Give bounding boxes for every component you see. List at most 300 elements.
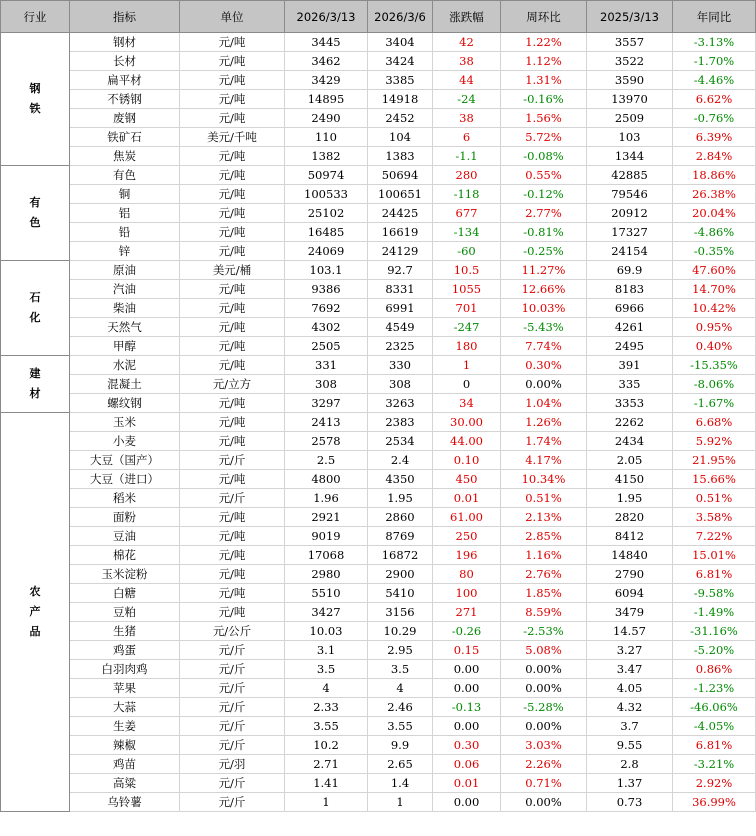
unit-cell: 元/吨: [180, 109, 285, 128]
unit-cell: 元/吨: [180, 242, 285, 261]
wow-cell: 11.27%: [501, 261, 587, 280]
unit-cell: 元/吨: [180, 394, 285, 413]
table-row: [1, 603, 756, 622]
unit-cell: 元/吨: [180, 52, 285, 71]
wow-cell: 0.71%: [501, 774, 587, 793]
wow-cell: -5.28%: [501, 698, 587, 717]
wow-cell: 10.03%: [501, 299, 587, 318]
yoy-cell: -9.58%: [673, 584, 756, 603]
current-value-cell: 3.55: [285, 717, 368, 736]
unit-cell: 元/斤: [180, 451, 285, 470]
yoy-cell: 2.92%: [673, 774, 756, 793]
yoy-cell: 6.68%: [673, 413, 756, 432]
change-cell: 80: [433, 565, 501, 584]
unit-cell: 元/吨: [180, 71, 285, 90]
col-header-indicator: 指标: [70, 1, 180, 33]
industry-category-cell: [1, 261, 70, 356]
table-row: [1, 679, 756, 698]
prev-value-cell: 8331: [368, 280, 433, 299]
yoy-cell: 20.04%: [673, 204, 756, 223]
current-value-cell: 308: [285, 375, 368, 394]
indicator-cell: 焦炭: [70, 147, 180, 166]
yoy-cell: -0.35%: [673, 242, 756, 261]
current-value-cell: 3.5: [285, 660, 368, 679]
indicator-cell: 豆粕: [70, 603, 180, 622]
indicator-cell: 辣椒: [70, 736, 180, 755]
wow-cell: 0.00%: [501, 717, 587, 736]
wow-cell: 0.51%: [501, 489, 587, 508]
current-value-cell: 9019: [285, 527, 368, 546]
yoy-cell: 0.86%: [673, 660, 756, 679]
yoy-cell: -4.05%: [673, 717, 756, 736]
last-year-value-cell: 13970: [587, 90, 673, 109]
change-cell: -247: [433, 318, 501, 337]
current-value-cell: 10.2: [285, 736, 368, 755]
last-year-value-cell: 14.57: [587, 622, 673, 641]
category-char: 钢: [29, 82, 41, 95]
indicator-cell: 柴油: [70, 299, 180, 318]
prev-value-cell: 1.4: [368, 774, 433, 793]
current-value-cell: 3297: [285, 394, 368, 413]
last-year-value-cell: 4.05: [587, 679, 673, 698]
current-value-cell: 2.33: [285, 698, 368, 717]
wow-cell: 1.22%: [501, 33, 587, 52]
unit-cell: 元/吨: [180, 223, 285, 242]
indicator-cell: 扁平材: [70, 71, 180, 90]
table-row: [1, 641, 756, 660]
change-cell: 0.15: [433, 641, 501, 660]
change-cell: 0.01: [433, 489, 501, 508]
indicator-cell: 水泥: [70, 356, 180, 375]
table-row: [1, 736, 756, 755]
current-value-cell: 110: [285, 128, 368, 147]
unit-cell: 元/吨: [180, 356, 285, 375]
prev-value-cell: 14918: [368, 90, 433, 109]
current-value-cell: 3427: [285, 603, 368, 622]
table-row: [1, 280, 756, 299]
yoy-cell: -4.46%: [673, 71, 756, 90]
indicator-cell: 不锈钢: [70, 90, 180, 109]
unit-cell: 元/吨: [180, 204, 285, 223]
indicator-cell: 铜: [70, 185, 180, 204]
current-value-cell: 2578: [285, 432, 368, 451]
unit-cell: 元/斤: [180, 717, 285, 736]
yoy-cell: -1.23%: [673, 679, 756, 698]
prev-value-cell: 2.95: [368, 641, 433, 660]
col-header-yoy: 年同比: [673, 1, 756, 33]
table-row: [1, 793, 756, 812]
prev-value-cell: 3404: [368, 33, 433, 52]
indicator-cell: 锌: [70, 242, 180, 261]
table-row: [1, 166, 756, 185]
last-year-value-cell: 3479: [587, 603, 673, 622]
category-char: 材: [29, 387, 41, 400]
prev-value-cell: 4549: [368, 318, 433, 337]
last-year-value-cell: 24154: [587, 242, 673, 261]
prev-value-cell: 50694: [368, 166, 433, 185]
last-year-value-cell: 4150: [587, 470, 673, 489]
unit-cell: 元/吨: [180, 166, 285, 185]
current-value-cell: 331: [285, 356, 368, 375]
unit-cell: 元/吨: [180, 33, 285, 52]
change-cell: -0.26: [433, 622, 501, 641]
yoy-cell: 18.86%: [673, 166, 756, 185]
indicator-cell: 玉米淀粉: [70, 565, 180, 584]
indicator-cell: 汽油: [70, 280, 180, 299]
unit-cell: 元/吨: [180, 185, 285, 204]
yoy-cell: -4.86%: [673, 223, 756, 242]
wow-cell: 1.26%: [501, 413, 587, 432]
last-year-value-cell: 14840: [587, 546, 673, 565]
table-row: [1, 394, 756, 413]
unit-cell: 元/立方: [180, 375, 285, 394]
wow-cell: 0.00%: [501, 679, 587, 698]
yoy-cell: -0.76%: [673, 109, 756, 128]
prev-value-cell: 16619: [368, 223, 433, 242]
prev-value-cell: 5410: [368, 584, 433, 603]
current-value-cell: 9386: [285, 280, 368, 299]
indicator-cell: 鸡苗: [70, 755, 180, 774]
prev-value-cell: 100651: [368, 185, 433, 204]
change-cell: -118: [433, 185, 501, 204]
indicator-cell: 面粉: [70, 508, 180, 527]
prev-value-cell: 2383: [368, 413, 433, 432]
last-year-value-cell: 6966: [587, 299, 673, 318]
table-row: [1, 185, 756, 204]
last-year-value-cell: 2495: [587, 337, 673, 356]
current-value-cell: 103.1: [285, 261, 368, 280]
last-year-value-cell: 8412: [587, 527, 673, 546]
yoy-cell: -1.67%: [673, 394, 756, 413]
table-row: [1, 242, 756, 261]
indicator-cell: 苹果: [70, 679, 180, 698]
indicator-cell: 小麦: [70, 432, 180, 451]
yoy-cell: 15.66%: [673, 470, 756, 489]
unit-cell: 元/吨: [180, 565, 285, 584]
prev-value-cell: 16872: [368, 546, 433, 565]
table-row: [1, 223, 756, 242]
industry-category-cell: [1, 166, 70, 261]
table-row: [1, 698, 756, 717]
table-row: [1, 489, 756, 508]
wow-cell: -2.53%: [501, 622, 587, 641]
indicator-cell: 生猪: [70, 622, 180, 641]
last-year-value-cell: 3353: [587, 394, 673, 413]
prev-value-cell: 3263: [368, 394, 433, 413]
indicator-cell: 鸡蛋: [70, 641, 180, 660]
change-cell: 61.00: [433, 508, 501, 527]
prev-value-cell: 2325: [368, 337, 433, 356]
unit-cell: 美元/千吨: [180, 128, 285, 147]
last-year-value-cell: 3.7: [587, 717, 673, 736]
change-cell: 0.30: [433, 736, 501, 755]
yoy-cell: -1.49%: [673, 603, 756, 622]
unit-cell: 元/吨: [180, 584, 285, 603]
table-row: [1, 71, 756, 90]
wow-cell: 0.00%: [501, 793, 587, 812]
last-year-value-cell: 2.8: [587, 755, 673, 774]
yoy-cell: 0.51%: [673, 489, 756, 508]
yoy-cell: 6.81%: [673, 736, 756, 755]
change-cell: 0.00: [433, 793, 501, 812]
change-cell: 677: [433, 204, 501, 223]
change-cell: 38: [433, 109, 501, 128]
table-header: [1, 1, 756, 33]
indicator-cell: 生姜: [70, 717, 180, 736]
wow-cell: 1.31%: [501, 71, 587, 90]
indicator-cell: 乌铃薯: [70, 793, 180, 812]
yoy-cell: 0.95%: [673, 318, 756, 337]
prev-value-cell: 4350: [368, 470, 433, 489]
last-year-value-cell: 2434: [587, 432, 673, 451]
prev-value-cell: 3385: [368, 71, 433, 90]
wow-cell: 1.04%: [501, 394, 587, 413]
table-row: [1, 432, 756, 451]
table-row: [1, 356, 756, 375]
table-row: [1, 109, 756, 128]
prev-value-cell: 2.4: [368, 451, 433, 470]
change-cell: 100: [433, 584, 501, 603]
current-value-cell: 25102: [285, 204, 368, 223]
category-char: 品: [29, 625, 41, 638]
col-header-unit: 单位: [180, 1, 285, 33]
current-value-cell: 3.1: [285, 641, 368, 660]
unit-cell: 元/吨: [180, 337, 285, 356]
table-body: [1, 33, 756, 812]
last-year-value-cell: 17327: [587, 223, 673, 242]
category-char: 石: [29, 291, 41, 304]
prev-value-cell: 2534: [368, 432, 433, 451]
indicator-cell: 铁矿石: [70, 128, 180, 147]
change-cell: 180: [433, 337, 501, 356]
unit-cell: 美元/桶: [180, 261, 285, 280]
wow-cell: 1.16%: [501, 546, 587, 565]
unit-cell: 元/羽: [180, 755, 285, 774]
current-value-cell: 100533: [285, 185, 368, 204]
last-year-value-cell: 42885: [587, 166, 673, 185]
change-cell: 250: [433, 527, 501, 546]
yoy-cell: 15.01%: [673, 546, 756, 565]
change-cell: -60: [433, 242, 501, 261]
unit-cell: 元/吨: [180, 280, 285, 299]
change-cell: 42: [433, 33, 501, 52]
prev-value-cell: 92.7: [368, 261, 433, 280]
wow-cell: 4.17%: [501, 451, 587, 470]
unit-cell: 元/斤: [180, 489, 285, 508]
unit-cell: 元/公斤: [180, 622, 285, 641]
indicator-cell: 大豆（国产）: [70, 451, 180, 470]
change-cell: 0.00: [433, 679, 501, 698]
last-year-value-cell: 4261: [587, 318, 673, 337]
current-value-cell: 10.03: [285, 622, 368, 641]
table-row: [1, 565, 756, 584]
unit-cell: 元/吨: [180, 147, 285, 166]
yoy-cell: 21.95%: [673, 451, 756, 470]
change-cell: -24: [433, 90, 501, 109]
last-year-value-cell: 1344: [587, 147, 673, 166]
last-year-value-cell: 0.73: [587, 793, 673, 812]
change-cell: 0.06: [433, 755, 501, 774]
current-value-cell: 3462: [285, 52, 368, 71]
indicator-cell: 螺纹钢: [70, 394, 180, 413]
indicator-cell: 天然气: [70, 318, 180, 337]
indicator-cell: 原油: [70, 261, 180, 280]
header-row: [1, 1, 756, 33]
yoy-cell: -3.21%: [673, 755, 756, 774]
wow-cell: 7.74%: [501, 337, 587, 356]
change-cell: 34: [433, 394, 501, 413]
category-char: 有: [29, 196, 41, 209]
category-char: 产: [29, 605, 41, 618]
unit-cell: 元/吨: [180, 603, 285, 622]
indicator-cell: 玉米: [70, 413, 180, 432]
last-year-value-cell: 1.95: [587, 489, 673, 508]
table-row: [1, 546, 756, 565]
change-cell: 280: [433, 166, 501, 185]
table-row: [1, 470, 756, 489]
current-value-cell: 5510: [285, 584, 368, 603]
current-value-cell: 2.71: [285, 755, 368, 774]
unit-cell: 元/斤: [180, 679, 285, 698]
last-year-value-cell: 1.37: [587, 774, 673, 793]
prev-value-cell: 24129: [368, 242, 433, 261]
wow-cell: -5.43%: [501, 318, 587, 337]
category-char: 化: [29, 311, 41, 324]
wow-cell: -0.25%: [501, 242, 587, 261]
change-cell: 1055: [433, 280, 501, 299]
last-year-value-cell: 2790: [587, 565, 673, 584]
table-row: [1, 717, 756, 736]
unit-cell: 元/斤: [180, 660, 285, 679]
change-cell: -0.13: [433, 698, 501, 717]
wow-cell: 2.13%: [501, 508, 587, 527]
last-year-value-cell: 20912: [587, 204, 673, 223]
industry-category-cell: [1, 413, 70, 812]
unit-cell: 元/斤: [180, 793, 285, 812]
prev-value-cell: 3424: [368, 52, 433, 71]
table-row: [1, 128, 756, 147]
last-year-value-cell: 6094: [587, 584, 673, 603]
yoy-cell: -1.70%: [673, 52, 756, 71]
indicator-cell: 大蒜: [70, 698, 180, 717]
change-cell: 38: [433, 52, 501, 71]
unit-cell: 元/吨: [180, 546, 285, 565]
yoy-cell: 6.39%: [673, 128, 756, 147]
table-row: [1, 90, 756, 109]
unit-cell: 元/吨: [180, 318, 285, 337]
current-value-cell: 17068: [285, 546, 368, 565]
unit-cell: 元/吨: [180, 299, 285, 318]
prev-value-cell: 330: [368, 356, 433, 375]
indicator-cell: 白糖: [70, 584, 180, 603]
last-year-value-cell: 391: [587, 356, 673, 375]
industry-category-cell: [1, 356, 70, 413]
prev-value-cell: 1383: [368, 147, 433, 166]
last-year-value-cell: 3.47: [587, 660, 673, 679]
category-char: 农: [29, 585, 41, 598]
indicator-cell: 有色: [70, 166, 180, 185]
wow-cell: -0.81%: [501, 223, 587, 242]
category-char: 色: [29, 216, 41, 229]
indicator-cell: 铝: [70, 204, 180, 223]
indicator-cell: 钢材: [70, 33, 180, 52]
change-cell: 44: [433, 71, 501, 90]
unit-cell: 元/吨: [180, 432, 285, 451]
yoy-cell: 6.81%: [673, 565, 756, 584]
category-char: 建: [29, 367, 41, 380]
last-year-value-cell: 2509: [587, 109, 673, 128]
change-cell: 0: [433, 375, 501, 394]
last-year-value-cell: 335: [587, 375, 673, 394]
wow-cell: 10.34%: [501, 470, 587, 489]
table-row: [1, 147, 756, 166]
yoy-cell: -5.20%: [673, 641, 756, 660]
col-header-change: 涨跌幅: [433, 1, 501, 33]
change-cell: 0.00: [433, 660, 501, 679]
table-row: [1, 52, 756, 71]
col-header-current-date: 2026/3/13: [285, 1, 368, 33]
wow-cell: -0.16%: [501, 90, 587, 109]
last-year-value-cell: 2820: [587, 508, 673, 527]
unit-cell: 元/斤: [180, 641, 285, 660]
change-cell: 196: [433, 546, 501, 565]
unit-cell: 元/吨: [180, 413, 285, 432]
yoy-cell: 6.62%: [673, 90, 756, 109]
prev-value-cell: 10.29: [368, 622, 433, 641]
change-cell: 271: [433, 603, 501, 622]
wow-cell: -0.12%: [501, 185, 587, 204]
current-value-cell: 4: [285, 679, 368, 698]
unit-cell: 元/斤: [180, 698, 285, 717]
indicator-cell: 高粱: [70, 774, 180, 793]
current-value-cell: 7692: [285, 299, 368, 318]
last-year-value-cell: 2262: [587, 413, 673, 432]
wow-cell: 1.85%: [501, 584, 587, 603]
wow-cell: 2.85%: [501, 527, 587, 546]
wow-cell: 0.55%: [501, 166, 587, 185]
prev-value-cell: 8769: [368, 527, 433, 546]
last-year-value-cell: 69.9: [587, 261, 673, 280]
wow-cell: 8.59%: [501, 603, 587, 622]
unit-cell: 元/吨: [180, 90, 285, 109]
prev-value-cell: 104: [368, 128, 433, 147]
yoy-cell: 14.70%: [673, 280, 756, 299]
wow-cell: 2.26%: [501, 755, 587, 774]
yoy-cell: -46.06%: [673, 698, 756, 717]
prev-value-cell: 2860: [368, 508, 433, 527]
unit-cell: 元/斤: [180, 736, 285, 755]
current-value-cell: 1.96: [285, 489, 368, 508]
yoy-cell: -8.06%: [673, 375, 756, 394]
wow-cell: 5.08%: [501, 641, 587, 660]
change-cell: 1: [433, 356, 501, 375]
table-row: [1, 527, 756, 546]
current-value-cell: 16485: [285, 223, 368, 242]
table-row: [1, 299, 756, 318]
last-year-value-cell: 3557: [587, 33, 673, 52]
table-row: [1, 774, 756, 793]
current-value-cell: 4302: [285, 318, 368, 337]
unit-cell: 元/斤: [180, 774, 285, 793]
table-row: [1, 451, 756, 470]
prev-value-cell: 2452: [368, 109, 433, 128]
prev-value-cell: 3.55: [368, 717, 433, 736]
change-cell: 30.00: [433, 413, 501, 432]
unit-cell: 元/吨: [180, 508, 285, 527]
wow-cell: 12.66%: [501, 280, 587, 299]
last-year-value-cell: 79546: [587, 185, 673, 204]
col-header-industry: 行业: [1, 1, 70, 33]
